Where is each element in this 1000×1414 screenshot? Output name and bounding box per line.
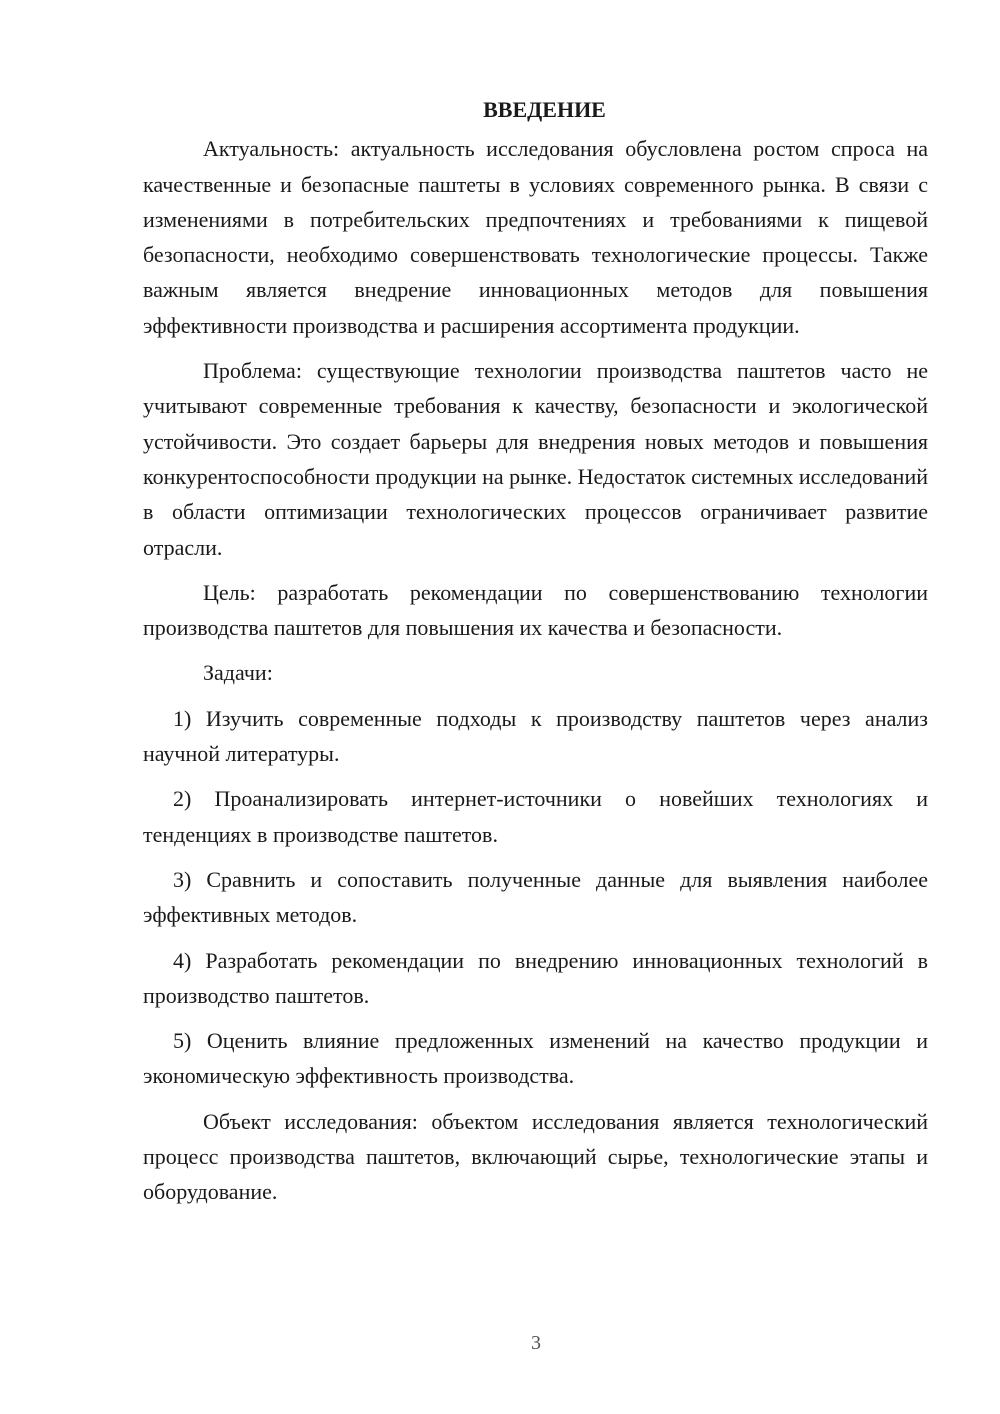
task-item-5: 5) Оценить влияние предложенных изменений на качество продукции и экономическую эффективность производства. xyxy=(143,1028,928,1089)
page-number: 3 xyxy=(531,1332,541,1354)
task-item-4: 4) Разработать рекомендации по внедрению инновационных технологий в производство паштетов. xyxy=(143,947,928,1008)
tasks-heading: Задачи: xyxy=(203,660,273,686)
task-item-2: 2) Проанализировать интернет-источники о новейших технологиях и тенденциях в производстве паштетов. xyxy=(143,786,928,847)
task-item-1: 1) Изучить современные подходы к производству паштетов через анализ научной литературы. xyxy=(143,705,928,767)
paragraph-problem: Проблема: существующие технологии производства паштетов часто не учитывают современные требования к качеству, безопасности и экологической устойчивости. Это создает барьеры для внедрения новых методов и повышения конкурентоспособности продукции на рынке. Недостаток системных исследований в области оптимизации технологических процессов ограничивает развитие отрасли. xyxy=(143,358,928,560)
document-page xyxy=(143,92,928,1220)
task-item-3: 3) Сравнить и сопоставить полученные данные для выявления наиболее эффективных методов. xyxy=(143,866,928,928)
page-title: ВВЕДЕНИЕ xyxy=(483,97,606,122)
paragraph-object: Объект исследования: объектом исследования является технологический процесс производства паштетов, включающий сырье, технологические этапы и оборудование. xyxy=(143,1108,928,1205)
paragraph-goal: Цель: разработать рекомендации по совершенствованию технологии производства паштетов для повышения их качества и безопасности. xyxy=(143,579,928,641)
paragraph-relevance: Актуальность: актуальность исследования обусловлена ростом спроса на качественные и безопасные паштеты в условиях современного рынка. В связи с изменениями в потребительских предпочтениях и требованиями к пищевой безопасности, необходимо совершенствовать технологические процессы. Также важным является внедрение инновационных методов для повышения эффективности производства и расширения ассортимента продукции. xyxy=(143,136,928,338)
